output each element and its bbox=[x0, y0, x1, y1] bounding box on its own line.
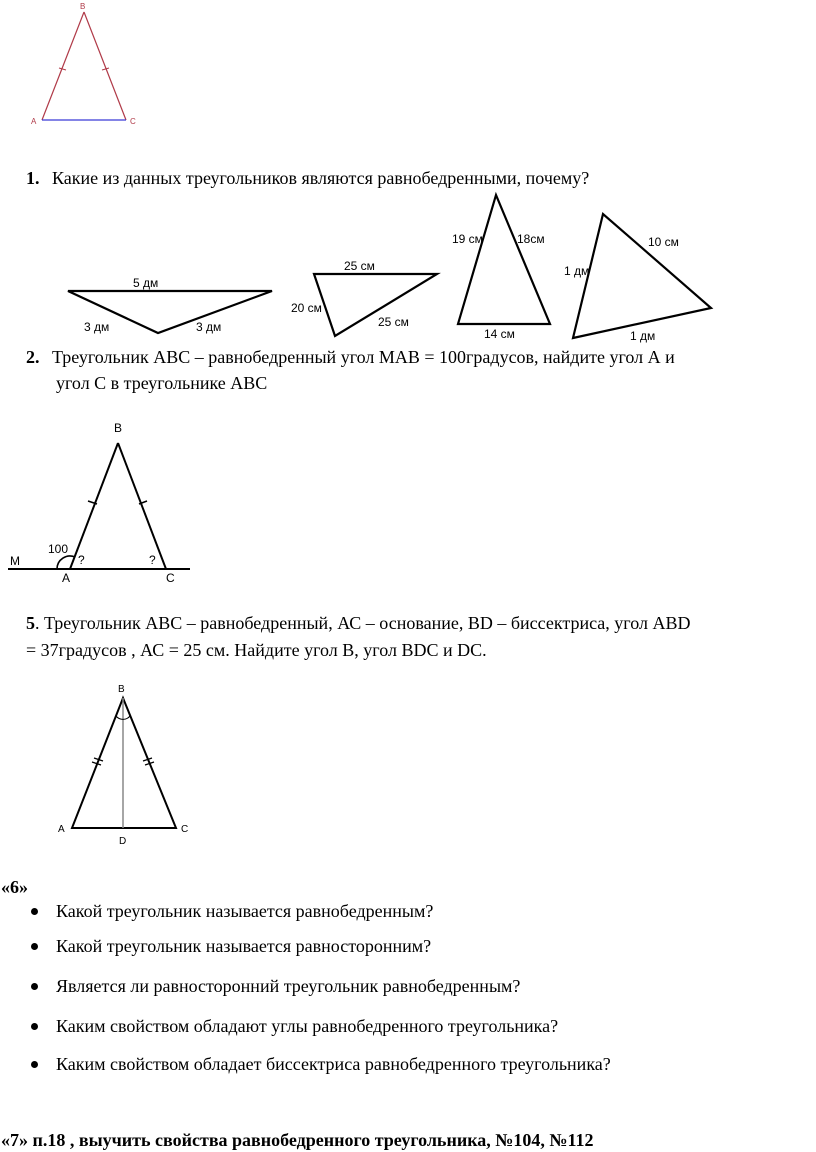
vertex-label-b: B bbox=[118, 684, 125, 695]
section-7-text: «7» п.18 , выучить свойства равнобедренного треугольника, №104, №112 bbox=[1, 1130, 594, 1150]
q5-text-line2: = 37градусов , АС = 25 см. Найдите угол В, угол BDC и DC. bbox=[26, 640, 487, 660]
vertex-label-c: C bbox=[166, 571, 175, 585]
label-3dm-left: 3 дм bbox=[84, 320, 110, 334]
label-5dm: 5 дм bbox=[133, 276, 159, 290]
angle-value-100: 100 bbox=[48, 542, 69, 556]
side-bc bbox=[84, 12, 126, 120]
q1-text: Какие из данных треугольников являются равнобедренными, почему? bbox=[52, 168, 590, 188]
label-18sm: 18см bbox=[517, 232, 545, 246]
bullet-icon bbox=[31, 1023, 38, 1030]
s6-item-4: Каким свойством обладают углы равнобедренного треугольника? bbox=[56, 1016, 559, 1036]
vertex-label-c: C bbox=[130, 117, 136, 126]
figure-triangle-abc-small bbox=[0, 0, 816, 140]
q1-figures bbox=[0, 186, 816, 346]
label-25sm-top: 25 см bbox=[344, 259, 375, 273]
side-ab bbox=[42, 12, 84, 120]
vertex-label-b: B bbox=[114, 421, 123, 435]
label-10sm: 10 см bbox=[648, 235, 679, 249]
vertex-label-a: A bbox=[31, 117, 37, 126]
label-14sm: 14 см bbox=[484, 327, 515, 341]
q1-number: 1. bbox=[26, 168, 40, 188]
q2-line1 bbox=[26, 346, 675, 368]
vertex-label-b: B bbox=[80, 2, 86, 11]
vertex-label-m: M bbox=[10, 554, 20, 568]
label-20sm: 20 см bbox=[291, 301, 322, 315]
triangle-abc bbox=[72, 698, 176, 828]
bullet-icon bbox=[31, 943, 38, 950]
bullet-icon bbox=[31, 908, 38, 915]
triangle-19-18-14 bbox=[458, 195, 550, 324]
q5-text-line1: . Треугольник АВС – равнобедренный, АС – основание, BD – биссектриса, угол ABD bbox=[35, 613, 691, 633]
vertex-label-c: C bbox=[181, 824, 189, 835]
side-ab bbox=[70, 443, 118, 569]
s6-item-1: Какой треугольник называется равнобедренным? bbox=[56, 901, 434, 921]
unknown-angle-c: ? bbox=[149, 553, 156, 567]
s6-item-2: Какой треугольник называется равносторонним? bbox=[56, 936, 432, 956]
q2-text-line1: Треугольник АВС – равнобедренный угол МАВ = 100градусов, найдите угол А и bbox=[52, 347, 675, 367]
unknown-angle-a: ? bbox=[78, 553, 85, 567]
label-1dm-bottom: 1 дм bbox=[630, 329, 656, 343]
vertex-label-a: A bbox=[58, 824, 65, 835]
label-25sm-right: 25 см bbox=[378, 315, 409, 329]
s6-item-3: Является ли равносторонний треугольник равнобедренным? bbox=[56, 976, 521, 996]
label-3dm-right: 3 дм bbox=[196, 320, 222, 334]
q2-text-line2: угол С в треугольнике АВС bbox=[56, 373, 268, 393]
side-bc bbox=[118, 443, 166, 569]
triangle-25-20-25 bbox=[314, 274, 437, 336]
q2-number: 2. bbox=[26, 347, 40, 367]
q5-number: 5 bbox=[26, 613, 35, 633]
triangle-1-10-1 bbox=[573, 214, 711, 338]
q5-line1 bbox=[26, 612, 690, 634]
label-1dm-left: 1 дм bbox=[564, 264, 590, 278]
vertex-label-d: D bbox=[119, 836, 127, 847]
bullet-icon bbox=[31, 1061, 38, 1068]
q5-figure bbox=[0, 680, 816, 850]
section-6-title: «6» bbox=[1, 877, 28, 897]
s6-item-5: Каким свойством обладает биссектриса равнобедренного треугольника? bbox=[56, 1054, 611, 1074]
vertex-label-a: A bbox=[62, 571, 71, 585]
label-19sm: 19 см bbox=[452, 232, 483, 246]
q2-figure bbox=[0, 415, 816, 585]
bullet-icon bbox=[31, 983, 38, 990]
